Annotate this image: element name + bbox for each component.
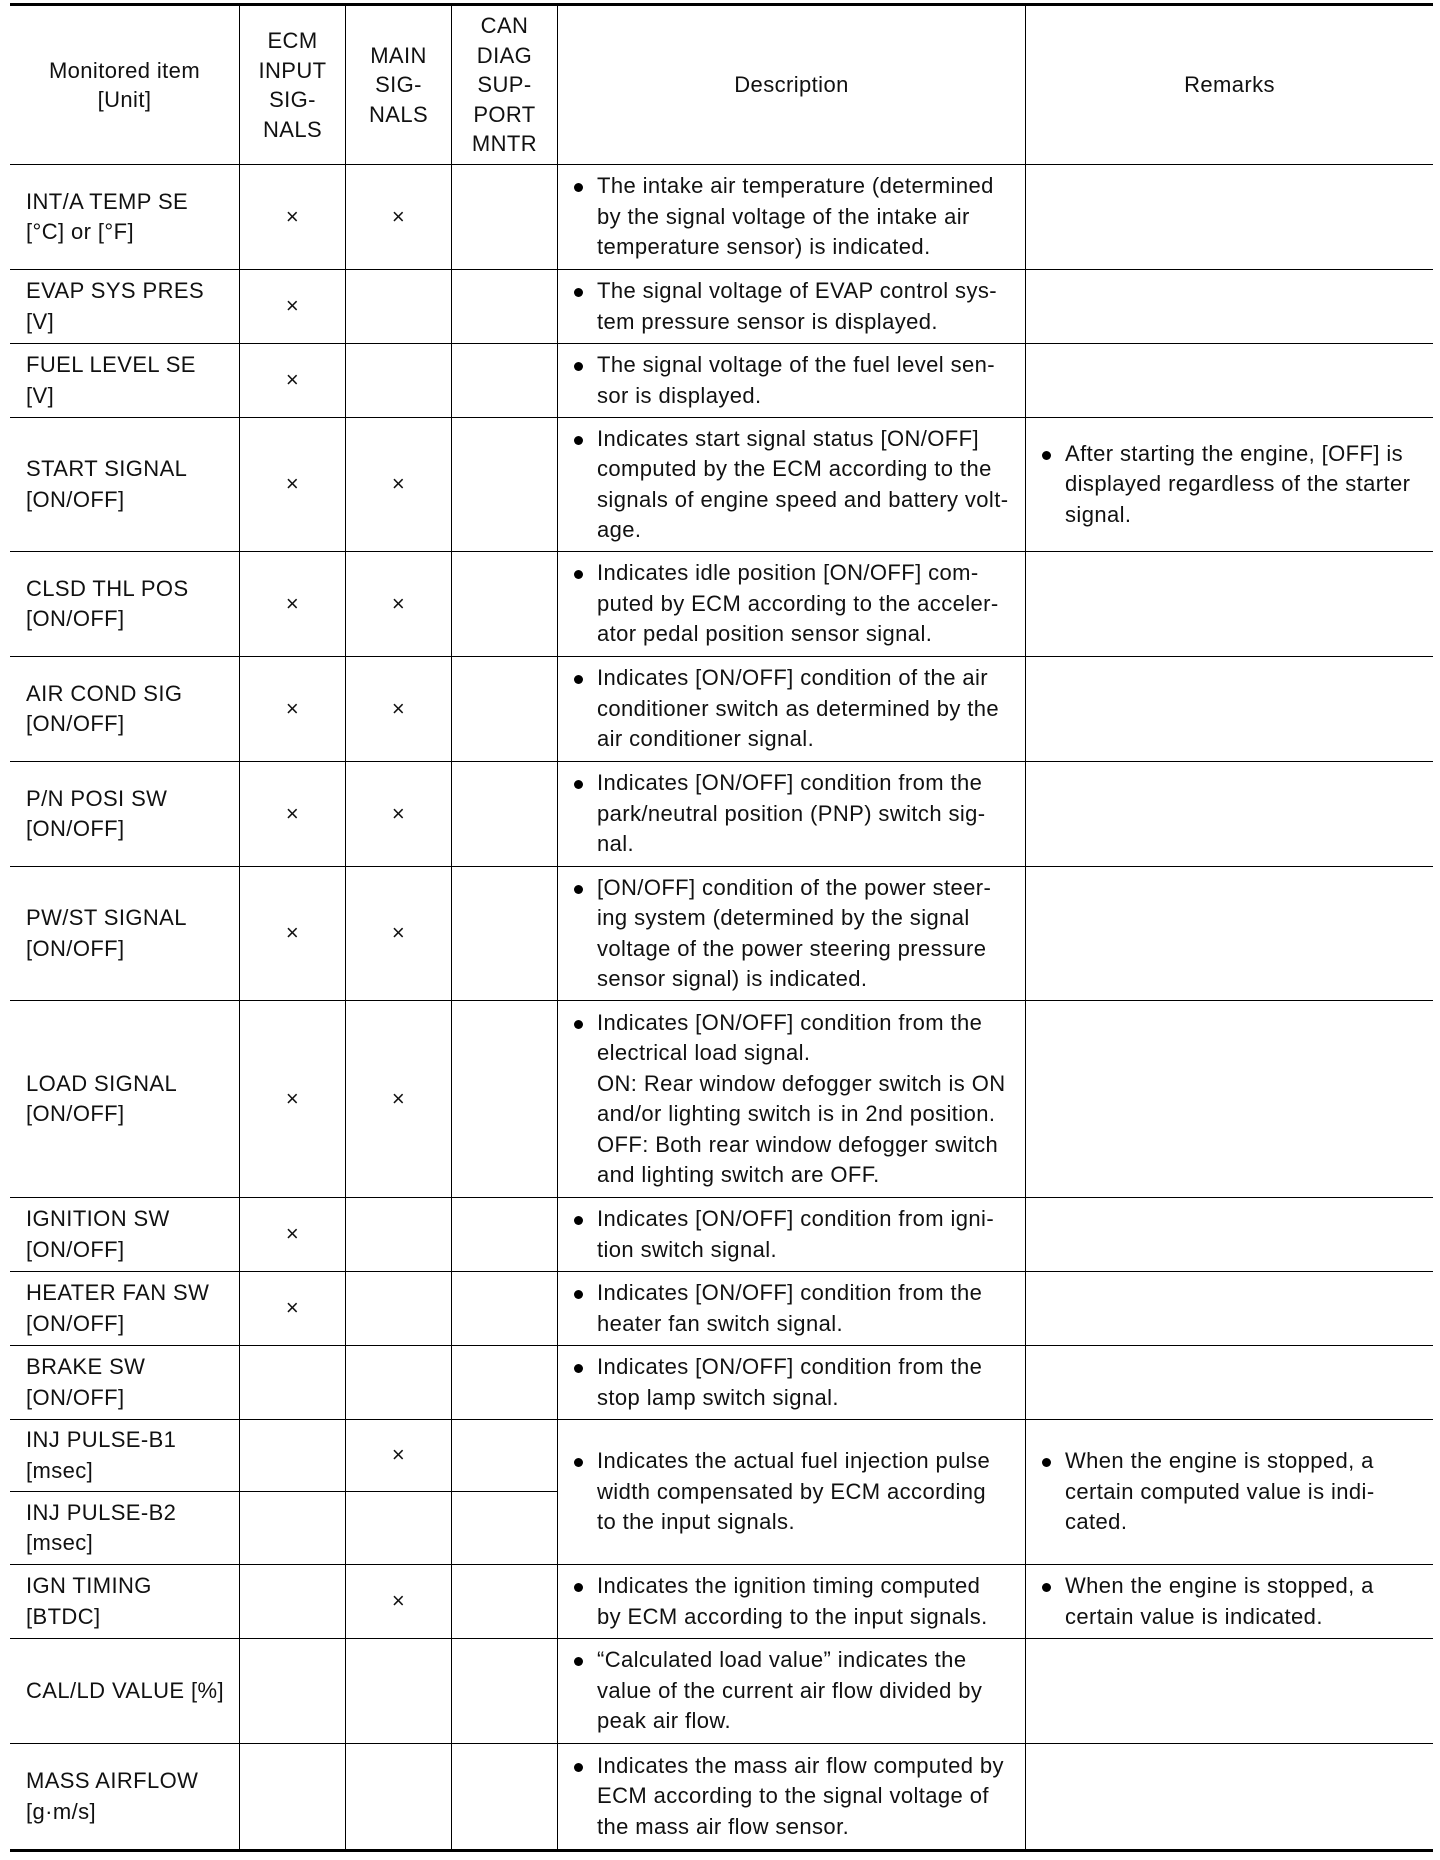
description-text: Indicates start signal status [ON/OFF] computed by the ECM according to the signals of engine speed and battery volt- age. [597,425,1009,542]
ecm-input-mark: × [285,1295,300,1321]
monitored-item-label: PW/ST SIGNAL [ON/OFF] [26,905,187,961]
description-text: Indicates idle position [ON/OFF] com- puted by ECM according to the acceler- ator pedal position sensor signal. [597,560,999,647]
can-diag-support-mntr-cell [452,657,558,762]
description-cell [558,1565,1026,1639]
main-signals-cell [346,1639,452,1744]
header-remarks-label: Remarks [1184,72,1275,98]
main-signals-cell [346,1420,452,1492]
can-diag-support-mntr-cell [452,1198,558,1272]
bullet-icon [574,1583,583,1592]
description-text: “Calculated load value” indicates the value of the current air flow divided by peak air flow. [597,1647,983,1734]
main-signals-mark: × [391,695,406,721]
main-signals-cell [346,344,452,418]
ecm-input-signals-cell [240,1198,346,1272]
can-diag-support-mntr-cell [452,270,558,344]
description-bullet-item [558,768,986,860]
monitored-item-cell [10,867,240,1001]
remarks-text: When the engine is stopped, a certain computed value is indi- cated. [1065,1448,1375,1535]
header-monitored-item-label: Monitored item [Unit] [48,57,201,112]
bullet-icon [574,885,583,894]
description-bullet-item [558,1571,988,1632]
main-signals-cell [346,270,452,344]
ecm-input-signals-cell [240,1346,346,1420]
monitored-item-cell [10,344,240,418]
description-cell [558,1198,1026,1272]
bullet-icon [574,436,583,445]
main-signals-mark: × [391,920,406,946]
remarks-cell [1026,1639,1433,1744]
bullet-icon [574,1216,583,1225]
header-can-diag-support-mntr [452,6,558,165]
header-description [558,6,1026,165]
description-cell [558,418,1026,552]
main-signals-mark: × [391,1442,406,1468]
description-bullet-item [558,663,999,755]
description-bullet-item [558,1446,990,1538]
description-bullet-item [558,276,997,337]
ecm-input-mark: × [285,471,300,497]
monitored-item-label: IGNITION SW [ON/OFF] [26,1206,170,1262]
bullet-icon [574,780,583,789]
remarks-cell [1026,1420,1433,1565]
can-diag-support-mntr-cell [452,344,558,418]
description-bullet-item [558,1008,1006,1191]
description-bullet-item [558,1204,994,1265]
remarks-text: When the engine is stopped, a certain value is indicated. [1065,1573,1374,1629]
monitored-item-label: LOAD SIGNAL [ON/OFF] [26,1070,178,1126]
monitored-item-label: HEATER FAN SW [ON/OFF] [26,1280,210,1336]
bullet-icon [574,1458,583,1467]
description-bullet-item [558,873,991,995]
monitored-item-label: CLSD THL POS [ON/OFF] [26,575,189,631]
ecm-input-signals-cell [240,552,346,657]
description-bullet-item [558,350,995,411]
main-signals-mark: × [391,1085,406,1111]
monitored-item-label: EVAP SYS PRES [V] [26,278,205,334]
ecm-input-signals-cell [240,270,346,344]
monitored-item-cell [10,1565,240,1639]
bullet-icon [574,183,583,192]
monitored-item-label: INJ PULSE-B1 [msec] [26,1427,177,1483]
header-description-label: Description [734,72,849,98]
remarks-cell [1026,344,1433,418]
monitored-item-cell [10,1744,240,1849]
remarks-bullet-item [1026,1446,1375,1538]
remarks-cell [1026,1001,1433,1198]
main-signals-cell [346,762,452,867]
main-signals-mark: × [391,471,406,497]
monitored-item-label: AIR COND SIG [ON/OFF] [26,680,183,736]
main-signals-cell [346,1272,452,1346]
monitored-item-label: INJ PULSE-B2 [msec] [26,1499,177,1555]
can-diag-support-mntr-cell [452,1001,558,1198]
description-text: Indicates the actual fuel injection pulse width compensated by ECM according to the input signals. [597,1448,991,1535]
bullet-icon [1042,1583,1051,1592]
can-diag-support-mntr-cell [452,1420,558,1492]
main-signals-mark: × [391,590,406,616]
main-signals-cell [346,418,452,552]
remarks-cell [1026,165,1433,270]
main-signals-cell [346,1001,452,1198]
ecm-input-signals-cell [240,165,346,270]
monitored-item-cell [10,1492,240,1565]
ecm-input-mark: × [285,1085,300,1111]
description-cell [558,1639,1026,1744]
description-cell [558,657,1026,762]
can-diag-support-mntr-cell [452,1492,558,1565]
monitored-item-label: FUEL LEVEL SE [V] [26,352,196,408]
can-diag-support-mntr-cell [452,1744,558,1849]
monitored-item-label: IGN TIMING [BTDC] [26,1573,152,1629]
ecm-input-mark: × [285,800,300,826]
monitored-item-cell [10,762,240,867]
monitored-item-cell [10,657,240,762]
can-diag-support-mntr-cell [452,1565,558,1639]
main-signals-cell [346,1744,452,1849]
monitored-item-label: BRAKE SW [ON/OFF] [26,1354,146,1410]
monitored-item-label: CAL/LD VALUE [%] [26,1677,224,1703]
description-bullet-item [558,558,999,650]
header-can-diag-support-mntr-label: CAN DIAG SUP- PORT MNTR [471,13,538,157]
description-cell [558,762,1026,867]
description-cell [558,344,1026,418]
description-text: The signal voltage of EVAP control sys- tem pressure sensor is displayed. [597,278,997,334]
description-text: Indicates [ON/OFF] condition from the park/neutral position (PNP) switch sig- nal. [597,770,986,857]
remarks-cell [1026,762,1433,867]
remarks-text: After starting the engine, [OFF] is displayed regardless of the starter signal. [1065,440,1411,527]
main-signals-mark: × [391,800,406,826]
main-signals-cell [346,1492,452,1565]
monitored-item-cell [10,1001,240,1198]
description-cell [558,1744,1026,1849]
main-signals-cell [346,867,452,1001]
description-text: [ON/OFF] condition of the power steer- ing system (determined by the signal voltage of the power steering pressure sensor signal) is indicated. [597,874,992,991]
ecm-input-mark: × [285,590,300,616]
description-cell [558,1346,1026,1420]
remarks-cell [1026,1346,1433,1420]
bullet-icon [574,675,583,684]
remarks-bullet-item [1026,439,1410,531]
remarks-cell [1026,1744,1433,1849]
ecm-input-mark: × [285,695,300,721]
remarks-cell [1026,552,1433,657]
description-cell [558,270,1026,344]
bullet-icon [574,1290,583,1299]
monitored-item-cell [10,1346,240,1420]
description-cell [558,552,1026,657]
bullet-icon [574,1020,583,1029]
description-text: Indicates [ON/OFF] condition from the stop lamp switch signal. [597,1354,983,1410]
header-ecm-input-signals [240,6,346,165]
ecm-input-signals-cell [240,1744,346,1849]
ecm-input-signals-cell [240,1420,346,1492]
ecm-input-signals-cell [240,1272,346,1346]
ecm-input-signals-cell [240,762,346,867]
bullet-icon [574,1763,583,1772]
ecm-input-signals-cell [240,1639,346,1744]
remarks-cell [1026,270,1433,344]
description-text: Indicates [ON/OFF] condition of the air conditioner switch as determined by the air conditioner signal. [597,665,1000,752]
ecm-input-signals-cell [240,418,346,552]
description-cell [558,867,1026,1001]
ecm-input-mark: × [285,293,300,319]
can-diag-support-mntr-cell [452,762,558,867]
ecm-input-signals-cell [240,1492,346,1565]
main-signals-cell [346,1346,452,1420]
bullet-icon [574,1657,583,1666]
bullet-icon [574,288,583,297]
monitored-item-cell [10,1420,240,1492]
remarks-bullet-item [1026,1571,1374,1632]
ecm-input-signals-cell [240,1565,346,1639]
monitored-item-label: INT/A TEMP SE [°C] or [°F] [26,188,189,244]
header-main-signals-label: MAIN SIG- NALS [368,42,429,127]
monitored-item-label: START SIGNAL [ON/OFF] [26,456,188,512]
main-signals-cell [346,552,452,657]
bullet-icon [574,570,583,579]
ecm-input-mark: × [285,367,300,393]
main-signals-mark: × [391,203,406,229]
ecm-input-mark: × [285,203,300,229]
main-signals-cell [346,1198,452,1272]
description-bullet-item [558,1645,982,1737]
description-bullet-item [558,424,1008,546]
description-text: The signal voltage of the fuel level sen- sor is displayed. [597,352,995,408]
main-signals-cell [346,1565,452,1639]
bullet-icon [1042,1458,1051,1467]
description-text: Indicates the mass air flow computed by ECM according to the signal voltage of the mass air flow sensor. [597,1752,1004,1839]
can-diag-support-mntr-cell [452,165,558,270]
ecm-input-signals-cell [240,867,346,1001]
header-remarks [1026,6,1433,165]
description-text: Indicates the ignition timing computed by ECM according to the input signals. [597,1573,988,1629]
description-cell [558,1272,1026,1346]
description-cell [558,1420,1026,1565]
remarks-cell [1026,418,1433,552]
description-text: The intake air temperature (determined by the signal voltage of the intake air temperature sensor) is indicated. [597,173,994,260]
monitored-item-cell [10,270,240,344]
description-bullet-item [558,1751,1004,1843]
main-signals-cell [346,657,452,762]
monitor-items-table [10,3,1433,1852]
remarks-cell [1026,867,1433,1001]
ecm-input-mark: × [285,920,300,946]
monitored-item-label: P/N POSI SW [ON/OFF] [26,785,168,841]
description-cell [558,1001,1026,1198]
remarks-cell [1026,1565,1433,1639]
monitored-item-cell [10,552,240,657]
header-monitored-item [10,6,240,165]
monitored-item-label: MASS AIRFLOW [g·m/s] [26,1768,199,1824]
description-bullet-item [558,1352,982,1413]
monitored-item-cell [10,165,240,270]
bullet-icon [1042,451,1051,460]
header-ecm-input-signals-label: ECM INPUT SIG- NALS [258,28,327,142]
monitored-item-cell [10,1639,240,1744]
main-signals-mark: × [391,1588,406,1614]
can-diag-support-mntr-cell [452,1639,558,1744]
ecm-input-signals-cell [240,657,346,762]
can-diag-support-mntr-cell [452,1346,558,1420]
remarks-cell [1026,657,1433,762]
monitored-item-cell [10,1272,240,1346]
remarks-cell [1026,1198,1433,1272]
ecm-input-mark: × [285,1221,300,1247]
can-diag-support-mntr-cell [452,418,558,552]
monitored-item-cell [10,418,240,552]
can-diag-support-mntr-cell [452,1272,558,1346]
header-main-signals [346,6,452,165]
main-signals-cell [346,165,452,270]
monitored-item-cell [10,1198,240,1272]
bullet-icon [574,1364,583,1373]
description-text: Indicates [ON/OFF] condition from the electrical load signal. ON: Rear window defogger switch is ON and/or lighting switch is in 2nd position. OFF: Both rear window defogger switch and lighting switch are OFF. [597,1009,1006,1187]
bullet-icon [574,362,583,371]
can-diag-support-mntr-cell [452,867,558,1001]
description-text: Indicates [ON/OFF] condition from igni- tion switch signal. [597,1206,995,1262]
description-bullet-item [558,171,994,263]
ecm-input-signals-cell [240,344,346,418]
description-text: Indicates [ON/OFF] condition from the heater fan switch signal. [597,1280,983,1336]
description-cell [558,165,1026,270]
can-diag-support-mntr-cell [452,552,558,657]
description-bullet-item [558,1278,982,1339]
ecm-input-signals-cell [240,1001,346,1198]
remarks-cell [1026,1272,1433,1346]
